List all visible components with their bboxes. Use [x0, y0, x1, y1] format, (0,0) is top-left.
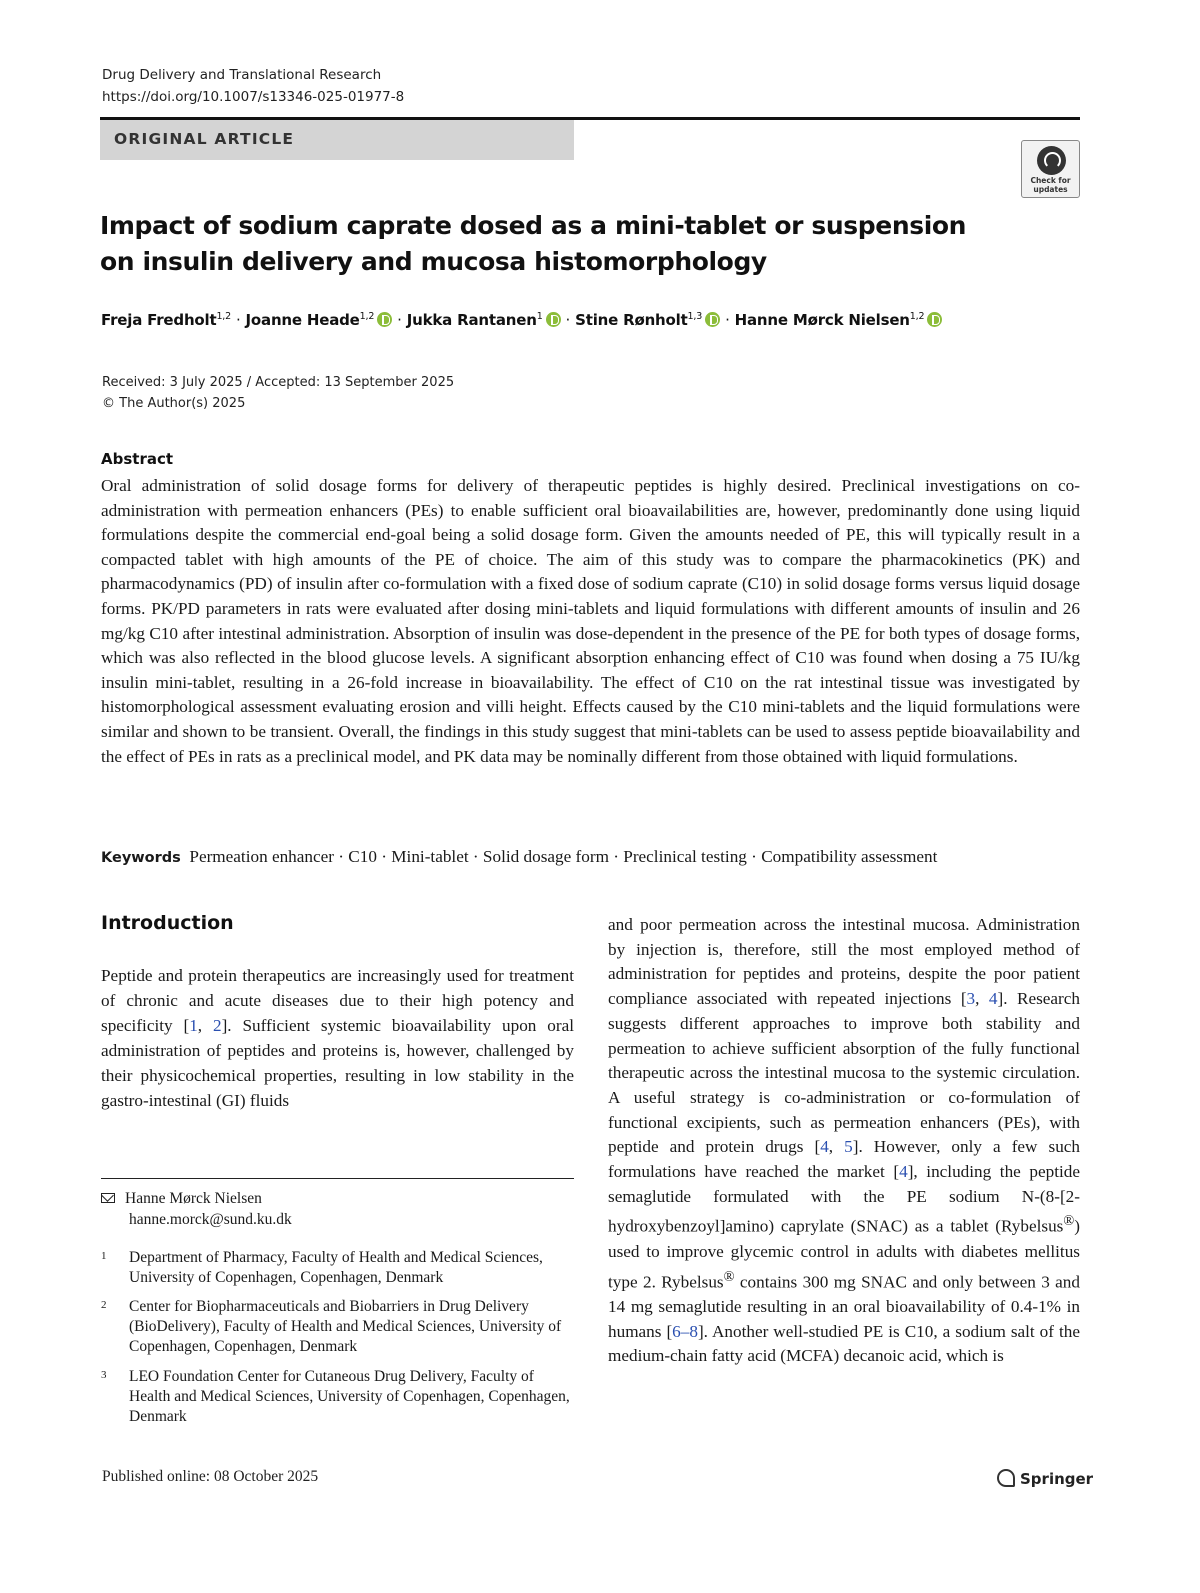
published-online: Published online: 08 October 2025 [102, 1468, 319, 1485]
received-accepted: Received: 3 July 2025 / Accepted: 13 September 2025 [102, 375, 455, 390]
author-affiliation: 1 [536, 311, 543, 322]
affiliation-number: 3 [101, 1369, 107, 1381]
keywords [101, 845, 1080, 870]
introduction-right-column [608, 913, 1080, 1369]
corresponding-author [101, 1188, 292, 1230]
journal-name: Drug Delivery and Translational Research [102, 67, 382, 83]
abstract-heading: Abstract [101, 450, 174, 468]
keywords-list: Permeation enhancer · C10 · Mini-tablet · Solid dosage form · Preclinical testing · Compatibility assessment [189, 847, 938, 866]
publisher-logo [997, 1469, 1093, 1488]
affiliation-3 [101, 1367, 574, 1427]
article-type-banner: ORIGINAL ARTICLE [100, 120, 574, 160]
update-icon [1037, 146, 1066, 175]
check-updates-label: Check for updates [1030, 176, 1071, 194]
envelope-icon [101, 1193, 115, 1203]
affiliation-1 [101, 1248, 574, 1288]
author-affiliation: 1,2 [359, 311, 375, 322]
registered-mark: ® [723, 1268, 735, 1285]
citation-link[interactable]: 4 [820, 1137, 829, 1157]
citation-link[interactable]: 8 [689, 1321, 698, 1341]
body-text: ]. Another well-studied PE is C10, a sodium salt of the medium-chain fatty acid (MCFA) decanoic acid, which is [608, 1321, 1080, 1366]
citation-link[interactable]: 4 [988, 989, 998, 1009]
affiliation-text: Department of Pharmacy, Faculty of Health and Medical Sciences, University of Copenhagen, Copenhagen, Denmark [129, 1249, 543, 1286]
introduction-heading: Introduction [101, 912, 234, 934]
citation-link[interactable]: 3 [966, 989, 976, 1009]
citation-link[interactable]: 1 [189, 1016, 198, 1035]
author-affiliation: 1,2 [216, 311, 231, 322]
author-name: Jukka Rantanen [406, 311, 537, 329]
orcid-icon[interactable] [705, 312, 720, 327]
affiliation-number: 2 [101, 1299, 107, 1311]
corresponding-author-name: Hanne Mørck Nielsen [125, 1190, 262, 1207]
affiliation-number: 1 [101, 1250, 107, 1262]
affiliation-2 [101, 1297, 574, 1357]
journal-header [102, 64, 404, 108]
author-name: Freja Fredholt [101, 311, 217, 329]
citation-link[interactable]: 5 [844, 1137, 853, 1157]
affiliation-text: Center for Biopharmaceuticals and Biobarriers in Drug Delivery (BioDelivery), Faculty of Health and Medical Sciences, University of Copenhagen, Copenhagen, Denmark [129, 1298, 562, 1355]
author-affiliation: 1,3 [687, 311, 703, 322]
copyright: © The Author(s) 2025 [102, 396, 246, 411]
body-text: ]. However, only a few such formulations have reached the market [ [608, 1137, 1081, 1182]
article-dates [102, 372, 454, 414]
body-text: Peptide and protein therapeutics are increasingly used for treatment of chronic and acute diseases due to their high potency and specificity [ [101, 966, 574, 1035]
check-for-updates-badge[interactable] [1021, 140, 1080, 198]
article-title: Impact of sodium caprate dosed as a mini-tablet or suspension on insulin delivery and mucosa histomorphology [100, 211, 967, 276]
body-text: , [828, 1137, 845, 1157]
citation-range-dash: – [680, 1321, 690, 1341]
body-text: contains 300 mg SNAC and only between 3 and 14 mg semaglutide resulting in an oral bioavailability of 0.4-1% in humans [ [608, 1272, 1080, 1341]
body-text: ) used to improve glycemic control in adults with diabetes mellitus type 2. Rybelsus [608, 1217, 1080, 1292]
body-text: ], including the peptide semaglutide formulated with the PE sodium N-(8-[2-hydroxybenzoyl]amino) caprylate (SNAC) as a tablet (Rybelsus [608, 1162, 1080, 1237]
registered-mark: ® [1063, 1213, 1075, 1230]
publisher-name: Springer [1020, 1470, 1094, 1488]
citation-link[interactable]: 2 [212, 1016, 222, 1035]
doi-link[interactable]: https://doi.org/10.1007/s13346-025-01977-8 [102, 89, 405, 105]
author-affiliation: 1,2 [909, 311, 925, 322]
keywords-label: Keywords [101, 850, 181, 866]
orcid-icon[interactable] [546, 312, 561, 327]
citation-link[interactable]: 4 [899, 1162, 908, 1182]
springer-horse-icon [997, 1469, 1015, 1487]
body-text: ]. Sufficient systemic bioavailability upon oral administration of peptides and proteins is, however, challenged by their physicochemical properties, resulting in low stability in the gastro-intestinal (GI) fluids [101, 1016, 575, 1110]
body-text: ]. Research suggests different approaches to improve both stability and permeation to achieve sufficient absorption of the fully functional therapeutic across the intestinal mucosa to the systemic circulation. A useful strategy is co-administration or co-formulation of functional excipients, such as permeation enhancers (PEs), with peptide and protein drugs [ [608, 989, 1080, 1157]
orcid-icon[interactable] [927, 312, 942, 327]
body-text: , [975, 989, 989, 1009]
body-text: and poor permeation across the intestinal mucosa. Administration by injection is, therefore, still the most employed method of administration for peptides and proteins, despite the poor patient compliance associated with repeated injections [ [608, 915, 1080, 1009]
author-name: Joanne Heade [245, 311, 360, 329]
author-name: Hanne Mørck Nielsen [734, 311, 910, 329]
corresponding-author-email[interactable]: hanne.morck@sund.ku.dk [129, 1211, 292, 1228]
abstract-text: Oral administration of solid dosage forms for delivery of therapeutic peptides is highly desired. Preclinical investigations on co-administration with permeation enhancers (PEs) to enable sufficient oral bioavailabilities are, however, predominantly done using liquid formulations despite the commercial end-goal being a solid dosage form. Given the amounts needed of PE, this will typically result in a compacted tablet with high amounts of the PE of choice. The aim of this study was to compare the pharmacokinetics (PK) and pharmacodynamics (PD) of insulin after co-formulation with a fixed dose of sodium caprate (C10) in solid dosage forms versus liquid dosage forms. PK/PD parameters in rats were evaluated after dosing mini-tablets and liquid formulations with different amounts of insulin and 26 mg/kg C10 after intestinal administration. Absorption of insulin was dose-dependent in the presence of the PE for both types of dosage forms, which was also reflected in the blood glucose levels. A significant absorption enhancing effect of C10 was found when dosing a 75 IU/kg insulin mini-tablet, resulting in a 26-fold increase in bioavailability. The effect of C10 on the rat intestinal tissue was investigated by histomorphological assessment evaluating erosion and villi height. Effects caused by the C10 mini-tablets and the liquid formulations were similar and shown to be transient. Overall, the findings in this study suggest that mini-tablets can be used to assess peptide bioavailability and the effect of PEs in rats as a preclinical model, and PK data may be nominally different from those obtained with liquid formulations. [101, 476, 1080, 766]
author-list: Freja Fredholt$^{1,2}$ · Joanne Heade$^{1,2}$ · Jukka Rantanen$^1$ · Stine Rønholt$^{1,3}$ · Hanne Mørck Nielsen$^{1,2}$ [101, 311, 942, 329]
citation-link[interactable]: 6 [672, 1321, 681, 1341]
affiliation-text: LEO Foundation Center for Cutaneous Drug Delivery, Faculty of Health and Medical Sciences, University of Copenhagen, Copenhagen, Denmark [129, 1368, 570, 1425]
orcid-icon[interactable] [377, 312, 392, 327]
footnote-rule [101, 1178, 574, 1179]
author-name: Stine Rønholt [575, 311, 688, 329]
introduction-left-column [101, 963, 574, 1113]
body-text: , [197, 1016, 213, 1035]
